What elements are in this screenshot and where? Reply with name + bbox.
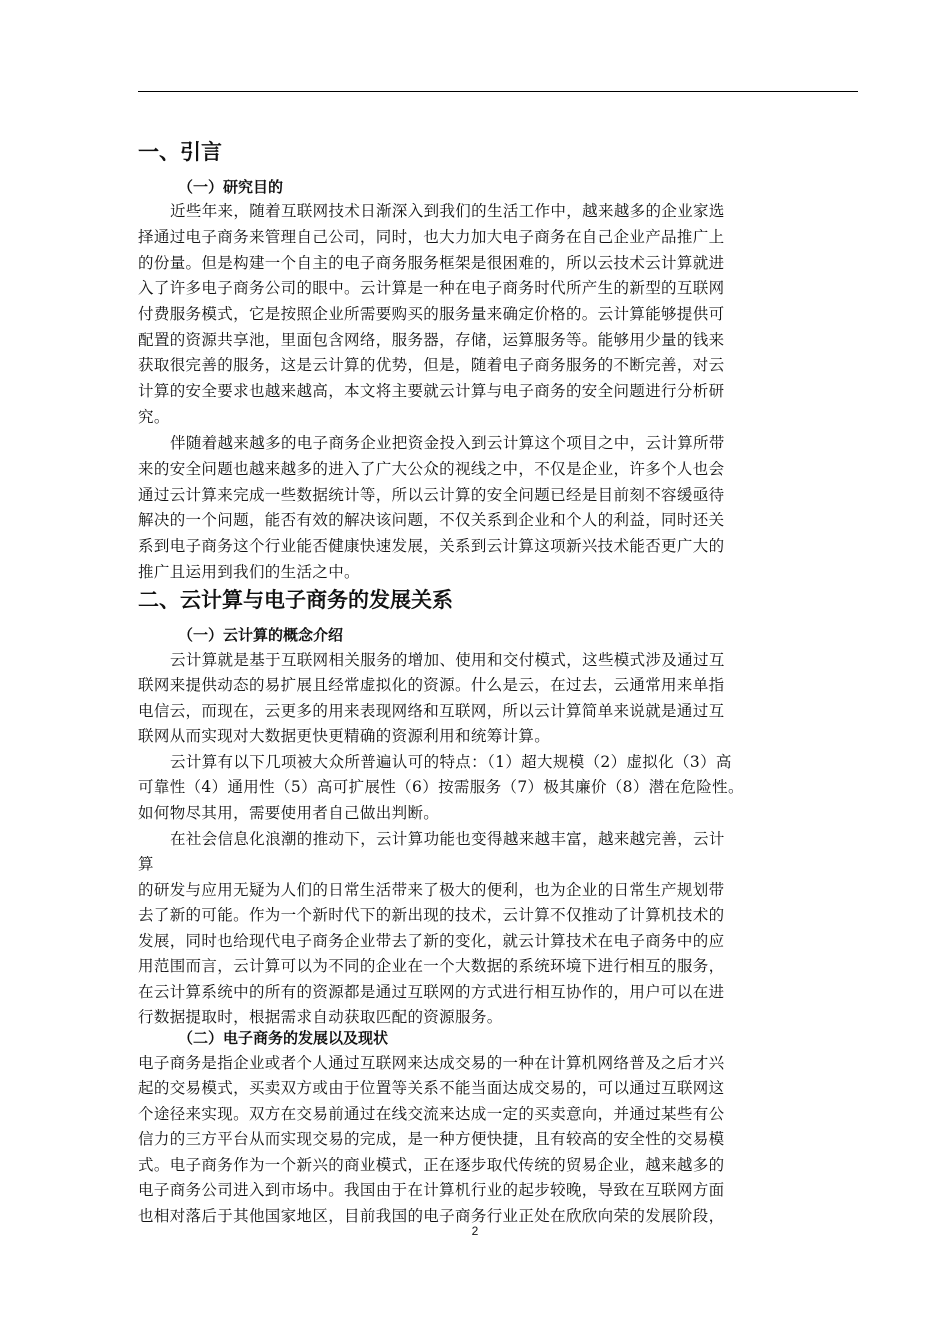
- text-line: 的研发与应用无疑为人们的日常生活带来了极大的便利，也为企业的日常生产规划带: [138, 881, 725, 899]
- text-line: 伴随着越来越多的电子商务企业把资金投入到云计算这个项目之中，云计算所带: [170, 434, 725, 452]
- text-line: 的份量。但是构建一个自主的电子商务服务框架是很困难的，所以云技术云计算就进: [138, 254, 725, 272]
- text-line: 择通过电子商务来管理自己公司，同时，也大力加大电子商务在自己企业产品推广上: [138, 228, 725, 246]
- text-line: 用范围而言，云计算可以为不同的企业在一个大数据的系统环境下进行相互的服务，: [138, 957, 725, 975]
- text-line: 系到电子商务这个行业能否健康快速发展，关系到云计算这项新兴技术能否更广大的: [138, 537, 725, 555]
- text-line: 计算的安全要求也越来越高，本文将主要就云计算与电子商务的安全问题进行分析研: [138, 382, 725, 400]
- text-line: 信力的三方平台从而实现交易的完成，是一种方便快捷，且有较高的安全性的交易模: [138, 1130, 725, 1148]
- text-line: 究。: [138, 408, 170, 426]
- text-line: 通过云计算来完成一些数据统计等，所以云计算的安全问题已经是目前刻不容缓亟待: [138, 486, 725, 504]
- page-number: 2: [471, 1224, 479, 1238]
- text-line: 配置的资源共享池，里面包含网络，服务器，存储，运算服务等。能够用少量的钱来: [138, 331, 725, 349]
- text-line: 起的交易模式，买卖双方或由于位置等关系不能当面达成交易的，可以通过互联网这: [138, 1079, 725, 1097]
- subsection-heading-ecommerce-status: （二）电子商务的发展以及现状: [178, 1029, 389, 1047]
- text-line: 联网来提供动态的易扩展且经常虚拟化的资源。什么是云，在过去，云通常用来单指: [138, 676, 725, 694]
- text-line: 入了许多电子商务公司的眼中。云计算是一种在电子商务时代所产生的新型的互联网: [138, 279, 725, 297]
- text-line: 在云计算系统中的所有的资源都是通过互联网的方式进行相互协作的，用户可以在进: [138, 983, 725, 1001]
- text-line: 云计算就是基于互联网相关服务的增加、使用和交付模式，这些模式涉及通过互: [170, 651, 725, 669]
- section-heading-cloud-ecommerce: 二、云计算与电子商务的发展关系: [138, 588, 453, 612]
- text-line: 如何物尽其用，需要使用者自己做出判断。: [138, 804, 440, 822]
- text-line: 去了新的可能。作为一个新时代下的新出现的技术，云计算不仅推动了计算机技术的: [138, 906, 725, 924]
- text-line: 解决的一个问题，能否有效的解决该问题，不仅关系到企业和个人的利益，同时还关: [138, 511, 725, 529]
- text-line: 式。电子商务作为一个新兴的商业模式，正在逐步取代传统的贸易企业，越来越多的: [138, 1156, 725, 1174]
- text-line: 付费服务模式，它是按照企业所需要购买的服务量来确定价格的。云计算能够提供可: [138, 305, 725, 323]
- text-line: 发展，同时也给现代电子商务企业带去了新的变化，就云计算技术在电子商务中的应: [138, 932, 725, 950]
- text-line: 算: [138, 855, 154, 873]
- text-line: 获取很完善的服务，这是云计算的优势，但是，随着电子商务服务的不断完善，对云: [138, 356, 725, 374]
- text-line: 电子商务公司进入到市场中。我国由于在计算机行业的起步较晚，导致在互联网方面: [138, 1181, 725, 1199]
- text-line: 个途径来实现。双方在交易前通过在线交流来达成一定的买卖意向，并通过某些有公: [138, 1105, 725, 1123]
- text-line: 行数据提取时，根据需求自动获取匹配的资源服务。: [138, 1008, 503, 1026]
- text-line: 云计算有以下几项被大众所普遍认可的特点：（1）超大规模（2）虚拟化（3）高: [170, 753, 732, 771]
- subsection-heading-cloud-concept: （一）云计算的概念介绍: [178, 626, 344, 644]
- text-line: 来的安全问题也越来越多的进入了广大公众的视线之中，不仅是企业，许多个人也会: [138, 460, 725, 478]
- text-line: 在社会信息化浪潮的推动下，云计算功能也变得越来越丰富，越来越完善，云计: [170, 830, 725, 848]
- text-line: 也相对落后于其他国家地区，目前我国的电子商务行业正处在欣欣向荣的发展阶段，: [138, 1207, 725, 1225]
- subsection-heading-research-purpose: （一）研究目的: [178, 178, 284, 196]
- text-line: 推广且运用到我们的生活之中。: [138, 563, 360, 581]
- section-heading-introduction: 一、引言: [138, 140, 222, 164]
- text-line: 可靠性（4）通用性（5）高可扩展性（6）按需服务（7）极其廉价（8）潜在危险性。: [138, 778, 744, 796]
- text-line: 联网从而实现对大数据更快更精确的资源利用和统筹计算。: [138, 727, 551, 745]
- header-rule: [138, 91, 858, 92]
- text-line: 电信云，而现在，云更多的用来表现网络和互联网，所以云计算简单来说就是通过互: [138, 702, 725, 720]
- text-line: 近些年来，随着互联网技术日渐深入到我们的生活工作中，越来越多的企业家选: [170, 202, 725, 220]
- text-line: 电子商务是指企业或者个人通过互联网来达成交易的一种在计算机网络普及之后才兴: [138, 1054, 725, 1072]
